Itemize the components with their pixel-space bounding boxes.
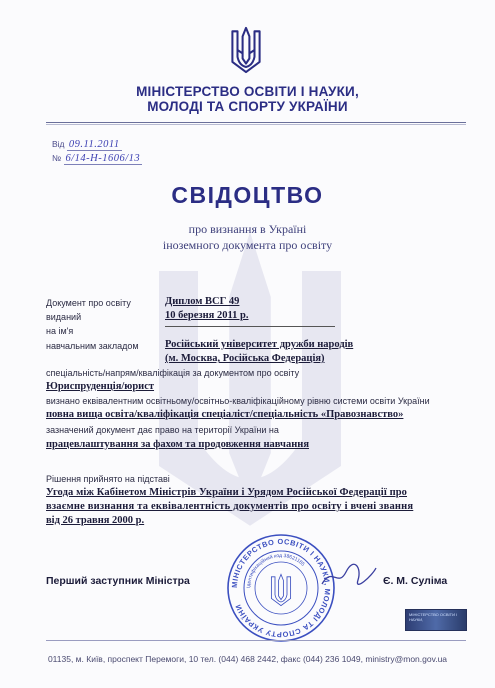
header-divider bbox=[46, 122, 466, 123]
basis-line1: Угода між Кабінетом Міністрів України і Урядом Російської Федерації про bbox=[46, 487, 408, 498]
document-subtitle-line1: про визнання в Україні bbox=[188, 222, 307, 236]
rights-label: зазначений документ дає право на території України на bbox=[46, 425, 279, 435]
equivalent-label: визнано еквівалентним освітньому/освітньо-кваліфікаційному рівню системи освіти України bbox=[46, 396, 430, 406]
footer-address: 01135, м. Київ, проспект Перемоги, 10 тел. (044) 468 2442, факс (044) 236 1049, ministry@mon.gov.ua bbox=[47, 654, 448, 664]
basis-line3: від 26 травня 2000 р. bbox=[46, 515, 145, 526]
basis-label: Рішення прийнято на підставі bbox=[46, 474, 170, 484]
institution-label: навчальним закладом bbox=[46, 341, 139, 351]
ministry-name-line2: МОЛОДІ ТА СПОРТУ УКРАЇНИ bbox=[147, 99, 348, 114]
doc-value: Диплом ВСГ 49 bbox=[165, 296, 240, 307]
signatory-position: Перший заступник Міністра bbox=[46, 575, 190, 587]
institution-line2: (м. Москва, Російська Федерація) bbox=[165, 353, 325, 364]
hologram-text: МІНІСТЕРСТВО ОСВІТИ І НАУКИ, bbox=[409, 612, 458, 622]
specialty-value: Юриспруденція/юрист bbox=[46, 381, 155, 392]
basis-line2: взаємне визнання та еквівалентність документів про освіту і вчені звання bbox=[46, 501, 414, 512]
name-blank-line bbox=[165, 326, 335, 327]
date-value: 09.11.2011 bbox=[68, 139, 120, 150]
footer-divider bbox=[46, 640, 466, 641]
issued-value: 10 березня 2011 р. bbox=[165, 310, 249, 321]
seal-inner-text: Ідентифікаційний код 38621185 bbox=[245, 552, 306, 589]
document-subtitle-line2: іноземного документа про освіту bbox=[162, 238, 333, 252]
issued-label: виданий bbox=[46, 312, 82, 322]
number-label: № bbox=[52, 153, 62, 163]
number-value: 6/14-Н-1606/13 bbox=[65, 153, 141, 164]
ministry-name-line1: МІНІСТЕРСТВО ОСВІТИ І НАУКИ, bbox=[136, 84, 359, 99]
document-title: СВІДОЦТВО bbox=[171, 182, 324, 208]
rights-value: працевлаштування за фахом та продовження навчання bbox=[46, 439, 309, 450]
trident-emblem-icon bbox=[229, 24, 263, 76]
hologram-sticker bbox=[405, 609, 467, 631]
svg-text:МІНІСТЕРСТВО ОСВІТИ І НАУКИ, М bbox=[230, 537, 332, 639]
reference-date bbox=[52, 139, 122, 150]
signatory-name: Є. М. Суліма bbox=[383, 575, 448, 587]
reference-number bbox=[52, 153, 142, 164]
name-label: на ім'я bbox=[46, 326, 74, 336]
equivalent-value: повна вища освіта/кваліфікація спеціаліст/спеціальність «Правознавство» bbox=[46, 409, 404, 420]
header-divider-thin bbox=[46, 124, 466, 125]
date-label: Від bbox=[52, 139, 65, 149]
institution-line1: Російський університет дружби народів bbox=[165, 339, 354, 350]
doc-label: Документ про освіту bbox=[46, 298, 131, 308]
svg-text:Ідентифікаційний код 38621185 bbox=[246, 553, 306, 588]
signature-scribble-icon bbox=[318, 562, 380, 590]
seal-ring-text: МІНІСТЕРСТВО ОСВІТИ І НАУКИ, МОЛОДІ ТА СПОРТУ УКРАЇНИ bbox=[229, 536, 333, 640]
specialty-label: спеціальність/напрям/кваліфікація за документом про освіту bbox=[46, 368, 300, 378]
